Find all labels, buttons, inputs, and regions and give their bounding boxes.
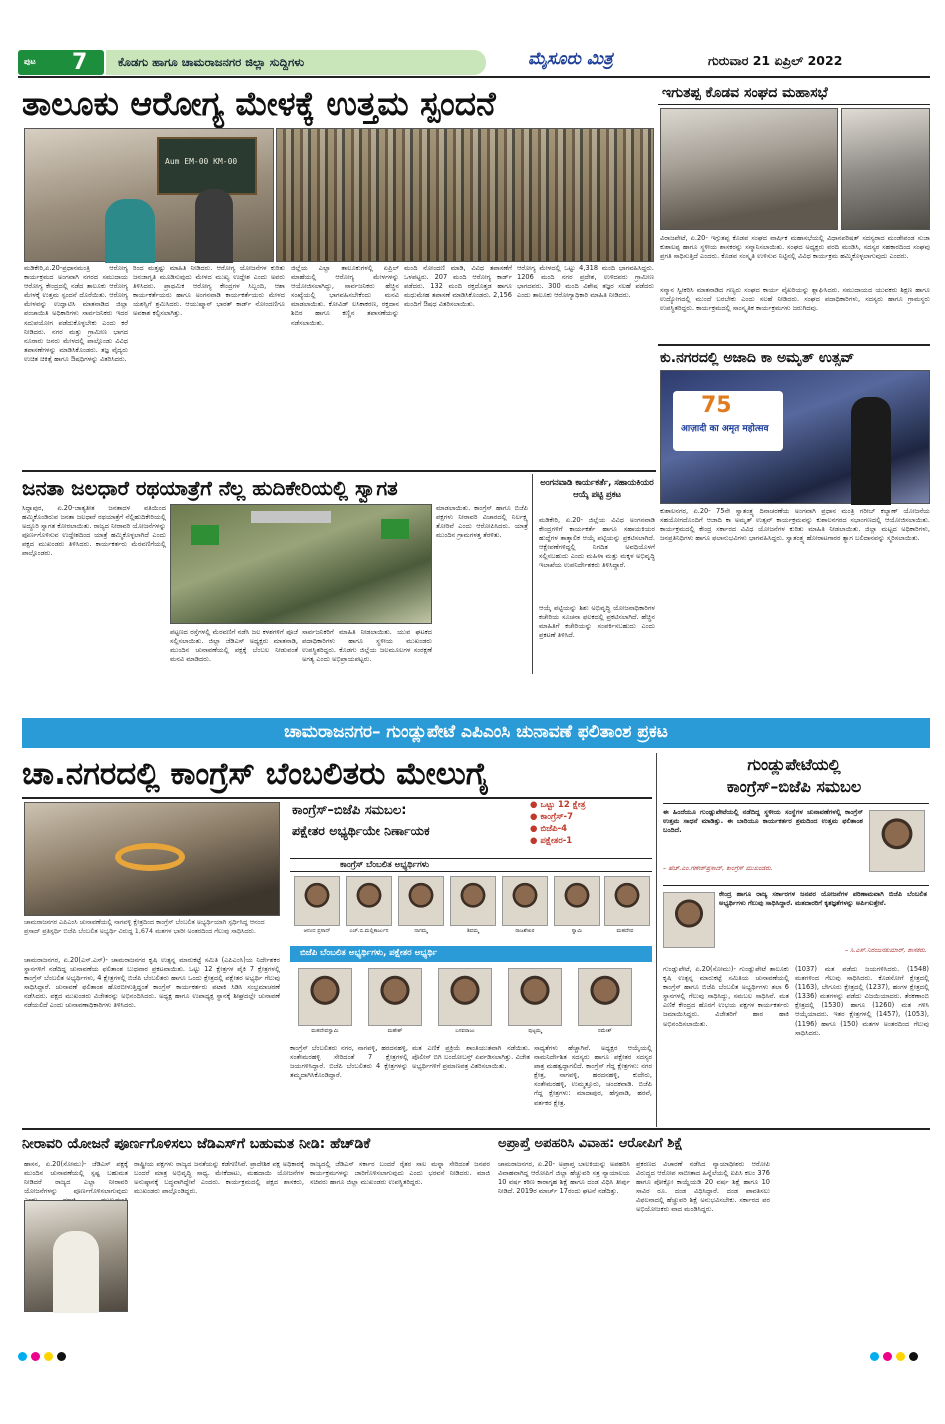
congress-candidate-grid: [290, 874, 652, 944]
congress-candidates-label: [290, 858, 652, 872]
tally-congress: ಕಾಂಗ್ರೆಸ್-7: [540, 812, 573, 822]
hdk-photo: [24, 1200, 128, 1312]
health-col-4: ಮಂದಿ ನೋಂದಣಿ ಮಾಡಿ, ವಿವಿಧ ತಪಾಸಣೆಗೆ ಒಳಪಟ್ಟರು. 207 ಮಂದಿ ಆರೋಗ್ಯ ಕಾರ್ಡ್ ಪಡೆದರು. 132 ಮಂದಿ ರಕ್ತದೊತ್ತಡ ಹಾಗೂ ಮಧುಮೇಹ ತಪಾಸಣೆ ಮಾಡಿಸಿಕೊಂಡರು. 2,156 ಮಂದಿಗೆ ಔಷಧ ವಿತರಿಸಲಾಯಿತು.: [404, 264, 512, 309]
health-headline: ತಾಲೂಕು ಆರೋಗ್ಯ ಮೇಳಕ್ಕೆ ಉತ್ತಮ ಸ್ಪಂದನೆ: [22, 84, 496, 123]
blackboard-text: Aum EM-00 KM-00: [165, 157, 238, 166]
health-col-2: ರಿಂದ ಮತ್ತಷ್ಟು ಮಾಹಿತಿ ನೀಡಿದರು. ಆರೋಗ್ಯ ಯೋಜನೆಗಳ ಕುರಿತು ಜನಜಾಗೃತಿ ಮೂಡಿಸುವುದು ಮೇಳದ ಮುಖ್ಯ ಉದ್ದೇಶ ಎಂದು ಅವರು ತಿಳಿಸಿದರು. ಪ್ರಾಥಮಿಕ ಆರೋಗ್ಯ ಕೇಂದ್ರಗಳ ಸಿಬ್ಬಂದಿ, ಆಶಾ ಕಾರ್ಯಕರ್ತೆಯರು ಹಾಗೂ ಅಂಗನವಾಡಿ ಕಾರ್ಯಕರ್ತೆಯರು ಮೇಳದ ಯಶಸ್ಸಿಗೆ ಶ್ರಮಿಸಿದರು. ಆಯುಷ್ಮಾನ್ ಭಾರತ್ ಕಾರ್ಡ್ ನೋಂದಣಿಗೂ ಅವಕಾಶ ಕಲ್ಪಿಸಲಾಗಿತ್ತು.: [133, 264, 285, 318]
kodava-photo-right: [841, 108, 930, 230]
candidate-name: ರಮೇಶ್: [598, 1028, 612, 1034]
congress-subhead-1: ಕಾಂಗ್ರೆಸ್–ಬಿಜೆಪಿ ಸಮಬಲ:: [292, 803, 407, 818]
blackboard: [157, 137, 257, 195]
gundlupet-col-2: (1037) ಮತ ಪಡೆದು ಜಯಗಳಿಸಿದರು. (1548) ಮತಗಳಿಂದ ಗೆಲುವು ಸಾಧಿಸಿದರು. ಕೊಡಸೋಗೆ ಕ್ಷೇತ್ರದಲ್ಲಿ (1163), ಬೇಗೂರು ಕ್ಷೇತ್ರದಲ್ಲಿ (1237), ಹಂಗಳ ಕ್ಷೇತ್ರದಲ್ಲಿ (1336) ಮತಗಳನ್ನು ಪಡೆದು ವಿಜಯಿಯಾದರು. ತೆರಕಣಾಂಬಿ ಕ್ಷೇತ್ರದಲ್ಲಿ (1530) ಹಾಗೂ (1260) ಮತ ಗಳಿಸಿ ಆಯ್ಕೆಯಾದರು. ಇತರ ಕ್ಷೇತ್ರಗಳಲ್ಲಿ (1457), (1053), (1196) ಹಾಗೂ (150) ಮತಗಳ ಅಂತರದಿಂದ ಗೆಲುವು ಸಾಧಿಸಿದರು.: [795, 965, 929, 1037]
reg-dot-yellow: [896, 1352, 905, 1361]
janata-col-1: ಸಿದ್ದಾಪುರ, ಏ.20-ಜಾತ್ಯತೀತ ಜನತಾದಳ ವತಿಯಿಂದ ಹಮ್ಮಿಕೊಂಡಿರುವ ಜನತಾ ಜಲಧಾರೆ ರಥಯಾತ್ರೆಗೆ ನೆಲ್ಲಿಹುದಿಕೇರಿಯಲ್ಲಿ ಅದ್ಧೂರಿ ಸ್ವಾಗತ ಕೋರಲಾಯಿತು. ರಾಜ್ಯದ ನೀರಾವರಿ ಯೋಜನೆಗಳನ್ನು ಪೂರ್ಣಗೊಳಿಸುವ ಉದ್ದೇಶದಿಂದ ಯಾತ್ರೆ ಹಮ್ಮಿಕೊಳ್ಳಲಾಗಿದೆ ಎಂದು ಪಕ್ಷದ ಮುಖಂಡರು ತಿಳಿಸಿದರು. ಕಾರ್ಯಕರ್ತರು ಮೆರವಣಿಗೆಯಲ್ಲಿ ಪಾಲ್ಗೊಂಡರು.: [22, 504, 166, 558]
candidate-name: ಮಹೇಶ್: [387, 1028, 403, 1034]
azadi-banner: [673, 391, 783, 451]
congress-headline: ಚಾ.ನಗರದಲ್ಲಿ ಕಾಂಗ್ರೆಸ್ ಬೆಂಬಲಿತರು ಮೇಲುಗೈ: [22, 756, 489, 792]
azadi-col-1: ಕುಶಾಲನಗರ, ಏ.20- 75ನೇ ಸ್ವಾತಂತ್ರ್ಯ ದಿನಾಚರಣೆಯ ಅಂಗವಾಗಿ ಪ್ರಧಾನ ಮಂತ್ರಿ ಗರೀಬ್ ಕಲ್ಯಾಣ್ ಯೋಜನೆಯ ಸಹಯೋಗದೊಂದಿಗೆ ಆಜಾದಿ ಕಾ ಅಮೃತ್ ಉತ್ಸವ್ ಕಾರ್ಯಕ್ರಮವನ್ನು ಕುಶಾಲನಗರದ ಸಭಾಂಗಣದಲ್ಲಿ ಆಯೋಜಿಸಲಾಯಿತು. ಕಾರ್ಯಕ್ರಮದಲ್ಲಿ ಕೇಂದ್ರ ಸರ್ಕಾರದ ವಿವಿಧ ಯೋಜನೆಗಳ ಕುರಿತು ಮಾಹಿತಿ ನೀಡಲಾಯಿತು. ಜಿಲ್ಲಾ ಮಟ್ಟದ ಅಧಿಕಾರಿಗಳು, ಜನಪ್ರತಿನಿಧಿಗಳು ಹಾಗೂ ಫಲಾನುಭವಿಗಳು ಭಾಗವಹಿಸಿದ್ದರು. ಸ್ವಾತಂತ್ರ್ಯ ಹೋರಾಟಗಾರರ ತ್ಯಾಗ ಬಲಿದಾನವನ್ನು ಸ್ಮರಿಸಲಾಯಿತು.: [660, 507, 930, 543]
candidate-photo: [578, 968, 632, 1026]
quote-box-1: [663, 803, 929, 881]
congress-head-rule: [22, 797, 652, 799]
anganwadi-headline: ಅಂಗನವಾಡಿ ಕಾರ್ಯಕರ್ತೆ, ಸಹಾಯಕಿಯರ ಆಯ್ಕೆ ಪಟ್ಟಿ ಪ್ರಕಟ: [540, 477, 654, 499]
candidate-photo: [346, 876, 392, 926]
quote-2-text: ಕೇಂದ್ರ ಹಾಗೂ ರಾಜ್ಯ ಸರ್ಕಾರಗಳ ಜನಪರ ಯೋಜನೆಗಳ ಪರಿಣಾಮವಾಗಿ ಬಿಜೆಪಿ ಬೆಂಬಲಿತ ಅಭ್ಯರ್ಥಿಗಳು ಗೆಲುವು ಸಾಧಿಸಿದ್ದಾರೆ. ಮತದಾರರಿಗೆ ಕೃತಜ್ಞತೆಗಳನ್ನು ಅರ್ಪಿಸುತ್ತೇನೆ.: [719, 890, 927, 908]
bjp-candidate-grid: [290, 964, 652, 1042]
kodava-bottom-rule: [658, 344, 930, 346]
janata-col-2: ಪಟ್ಟಣದ ರಸ್ತೆಗಳಲ್ಲಿ ಮೆರವಣಿಗೆ ನಡೆಸಿ ಜಲ ಕಳಶಗಳಿಗೆ ಪೂಜೆ ಸಲ್ಲಿಸಲಾಯಿತು. ಜಿಲ್ಲಾ ಜೆಡಿಎಸ್ ಅಧ್ಯಕ್ಷರು ಮಾತನಾಡಿ, ಮುಂದಿನ ಚುನಾವಣೆಯಲ್ಲಿ ಪಕ್ಷಕ್ಕೆ ಬೆಂಬಲ ನೀಡುವಂತೆ ಮನವಿ ಮಾಡಿದರು.: [170, 628, 298, 664]
quote-1-portrait: [869, 810, 925, 872]
tally-independent: ಪಕ್ಷೇತರ-1: [540, 836, 573, 846]
issue-date: ಗುರುವಾರ 21 ಏಪ್ರಿಲ್ 2022: [708, 53, 843, 68]
kodava-col-1: ವಿರಾಜಪೇಟೆ, ಏ.20- ಇಗ್ಗುತಪ್ಪ ಕೊಡವ ಸಂಘದ ವಾರ್ಷಿಕ ಮಹಾಸಭೆಯಲ್ಲಿ ವಿಧಾನಪರಿಷತ್ ಸದಸ್ಯರಾದ ಮಂಡೇಪಂಡ ಸುಜಾ ಕುಶಾಲಪ್ಪ ಹಾಗೂ ಸ್ಥಳೀಯ ಶಾಸಕರನ್ನು ಸನ್ಮಾನಿಸಲಾಯಿತು. ಸಂಘದ ಅಧ್ಯಕ್ಷರು ವರದಿ ಮಂಡಿಸಿ, ಸದಸ್ಯರ ಸಹಕಾರದಿಂದ ಸಂಘವು ಪ್ರಗತಿ ಸಾಧಿಸುತ್ತಿದೆ ಎಂದರು. ಕೊಡವ ಸಂಸ್ಕೃತಿ ಉಳಿಸುವ ನಿಟ್ಟಿನಲ್ಲಿ ವಿವಿಧ ಕಾರ್ಯಕ್ರಮ ಹಮ್ಮಿಕೊಳ್ಳಲಾಗುವುದು ಎಂದರು.: [660, 234, 930, 261]
candidate-photo: [298, 968, 352, 1026]
candidate-photo: [554, 876, 600, 926]
candidate-photo: [398, 876, 444, 926]
candidate-name: ಮಹದೇವಸ್ವಾಮಿ: [311, 1028, 339, 1034]
kidnap-col-2: ಪ್ರಕರಣದ ವಿಚಾರಣೆ ನಡೆಸಿದ ನ್ಯಾಯಾಧೀಶರು ಆರೋಪಿ ವಿರುದ್ಧದ ಆರೋಪ ಸಾಬೀತಾದ ಹಿನ್ನೆಲೆಯಲ್ಲಿ ಐಪಿಸಿ ಕಲಂ 376 ಹಾಗೂ ಪೋಕ್ಸೋ ಕಾಯ್ದೆಯಡಿ 20 ವರ್ಷ ಶಿಕ್ಷೆ ಹಾಗೂ 10 ಸಾವಿರ ರೂ. ದಂಡ ವಿಧಿಸಿದ್ದಾರೆ. ದಂಡ ಪಾವತಿಸಲು ವಿಫಲನಾದಲ್ಲಿ ಹೆಚ್ಚುವರಿ ಶಿಕ್ಷೆ ಅನುಭವಿಸಬೇಕು. ಸರ್ಕಾರದ ಪರ ಅಭಿಯೋಜಕರು ವಾದ ಮಂಡಿಸಿದ್ದರು.: [636, 1160, 770, 1214]
kodava-headline: ಇಗುತಪ್ಪ ಕೊಡವ ಸಂಘದ ಮಹಾಸಭೆ: [662, 85, 828, 101]
janata-col-4: ಮಾಡಲಾಯಿತು. ಕಾಂಗ್ರೆಸ್ ಹಾಗೂ ಬಿಜೆಪಿ ಪಕ್ಷಗಳು ನೀರಾವರಿ ವಿಚಾರದಲ್ಲಿ ನಿರ್ಲಕ್ಷ್ಯ ತೋರಿವೆ ಎಂದು ಆರೋಪಿಸಿದರು. ಯಾತ್ರೆ ಮುಂದಿನ ಗ್ರಾಮಗಳತ್ತ ತೆರಳಿತು.: [436, 504, 528, 540]
candidate-name: ನಾಗಮ್ಮ: [414, 928, 428, 934]
apmc-banner: [22, 718, 930, 748]
reg-dot-magenta: [883, 1352, 892, 1361]
congress-candidates-label-text: ಕಾಂಗ್ರೆಸ್ ಬೆಂಬಲಿತ ಅಭ್ಯರ್ಥಿಗಳು: [340, 860, 430, 870]
candidate-name: ಮಹದೇವ: [616, 928, 634, 934]
bjp-candidates-label: [290, 946, 652, 962]
health-col-3: ಜಿಲ್ಲೆಯ ಎಲ್ಲಾ ತಾಲೂಕುಗಳಲ್ಲಿ ಏಪ್ರಿಲ್ ಮಾಹೆಯಲ್ಲಿ ಆರೋಗ್ಯ ಮೇಳಗಳನ್ನು ಆಯೋಜಿಸಲಾಗಿದ್ದು, ಸಾರ್ವಜನಿಕರು ಹೆಚ್ಚಿನ ಸಂಖ್ಯೆಯಲ್ಲಿ ಭಾಗವಹಿಸಬೇಕೆಂದು ಮನವಿ ಮಾಡಲಾಯಿತು. ಕೋವಿಡ್ ಲಸಿಕಾಕರಣ, ರಕ್ತದಾನ ಶಿಬಿರ ಹಾಗೂ ಕಣ್ಣಿನ ತಪಾಸಣೆಯನ್ನು ನಡೆಸಲಾಯಿತು.: [291, 264, 399, 327]
tally-bjp: ಬಿಜೆಪಿ-4: [540, 824, 568, 834]
janata-photo: [170, 504, 432, 624]
reg-dot-black: [909, 1352, 918, 1361]
tally-total: ಒಟ್ಟು 12 ಕ್ಷೇತ್ರ: [540, 800, 586, 810]
tally-item: ● ಕಾಂಗ್ರೆಸ್-7: [530, 812, 573, 822]
garland: [115, 843, 185, 871]
tally-item: ● ಪಕ್ಷೇತರ-1: [530, 836, 573, 846]
health-photo-classroom: [24, 128, 274, 262]
gundlupet-col-1: ಗುಂಡ್ಲುಪೇಟೆ, ಏ.20(ಸೋಮು)- ಗುಂಡ್ಲುಪೇಟೆ ತಾಲೂಕು ಕೃಷಿ ಉತ್ಪನ್ನ ಮಾರುಕಟ್ಟೆ ಸಮಿತಿಯ ಚುನಾವಣೆಯಲ್ಲಿ ಕಾಂಗ್ರೆಸ್ ಹಾಗೂ ಬಿಜೆಪಿ ಬೆಂಬಲಿತ ಅಭ್ಯರ್ಥಿಗಳು ತಲಾ 6 ಸ್ಥಾನಗಳಲ್ಲಿ ಗೆಲುವು ಸಾಧಿಸಿದ್ದು, ಸಮಬಲ ಸಾಧಿಸಿವೆ. ಮತ ಎಣಿಕೆ ಕೇಂದ್ರದ ಹೊರಗೆ ಉಭಯ ಪಕ್ಷಗಳ ಕಾರ್ಯಕರ್ತರು ಜಮಾಯಿಸಿದ್ದರು. ವಿಜೇತರಿಗೆ ಹಾರ ಹಾಕಿ ಅಭಿನಂದಿಸಲಾಯಿತು.: [663, 965, 789, 1028]
azadi-speaker: [851, 397, 891, 505]
hdk-figure: [53, 1231, 99, 1313]
kodava-col-2: ಸನ್ಮಾನ ಸ್ವೀಕರಿಸಿ ಮಾತನಾಡಿದ ಗಣ್ಯರು ಸಂಘದ ಕಾರ್ಯ ವೈಖರಿಯನ್ನು ಶ್ಲಾಘಿಸಿದರು. ಸಮುದಾಯದ ಯುವಕರು ಶಿಕ್ಷಣ ಹಾಗೂ ಉದ್ಯೋಗದಲ್ಲಿ ಮುಂದೆ ಬರಬೇಕು ಎಂದು ಸಲಹೆ ನೀಡಿದರು. ಸಂಘದ ಪದಾಧಿಕಾರಿಗಳು, ಸದಸ್ಯರು ಹಾಗೂ ಗ್ರಾಮಸ್ಥರು ಉಪಸ್ಥಿತರಿದ್ದರು. ಕಾರ್ಯಕ್ರಮದಲ್ಲಿ ಸಾಂಸ್ಕೃತಿಕ ಕಾರ್ಯಕ್ರಮಗಳು ಜರುಗಿದವು.: [660, 286, 930, 313]
janata-col-3: ಸಾರ್ವಜನಿಕರಿಗೆ ಮಾಹಿತಿ ನೀಡಲಾಯಿತು. ಯುವ ಘಟಕದ ಪದಾಧಿಕಾರಿಗಳು ಹಾಗೂ ಸ್ಥಳೀಯ ಮುಖಂಡರು ಉಪಸ್ಥಿತರಿದ್ದರು. ಕೊಡಗು ಜಿಲ್ಲೆಯ ಜಲಮೂಲಗಳ ಸಂರಕ್ಷಣೆ ಅಗತ್ಯ ಎಂದು ಅಭಿಪ್ರಾಯಪಟ್ಟರು.: [302, 628, 432, 664]
janata-flag-1: [191, 525, 219, 545]
candidate-name: ಶಿವಮ್ಮ: [467, 928, 479, 934]
page-number: 7: [72, 50, 88, 75]
candidate-photo: [438, 968, 492, 1026]
page-label: ಪುಟ: [24, 57, 36, 66]
irrigation-col-1: ಹಾಸನ, ಏ.20(ಸೋಮು)- ಜೆಡಿಎಸ್ ಪಕ್ಷಕ್ಕೆ ಮುಂದಿನ ಚುನಾವಣೆಯಲ್ಲಿ ಸ್ಪಷ್ಟ ಬಹುಮತ ನೀಡಿದರೆ ರಾಜ್ಯದ ಎಲ್ಲಾ ನೀರಾವರಿ ಯೋಜನೆಗಳನ್ನು ಪೂರ್ಣಗೊಳಿಸಲಾಗುವುದು: [24, 1160, 128, 1196]
janata-sign: [251, 511, 331, 523]
irrigation-col-3: ರಾಜ್ಯದಲ್ಲಿ ಜೆಡಿಎಸ್ ಸರ್ಕಾರ ಬಂದರೆ ರೈತರ ಸಾಲ ಮನ್ನಾ ಸೇರಿದಂತೆ ಜನಪರ ಕಾರ್ಯಕ್ರಮಗಳನ್ನು ಜಾರಿಗೊಳಿಸಲಾಗುವುದು ಎಂದು ಭರವಸೆ ನೀಡಿದರು. ಮಾಜಿ ಸಚಿವರು ಹಾಗೂ ಜಿಲ್ಲಾ ಮುಖಂಡರು ಉಪಸ್ಥಿತರಿದ್ದರು.: [310, 1160, 490, 1187]
mid-bottom-rule: [22, 1128, 930, 1130]
health-col-5: ಆರೋಗ್ಯ ಮೇಳದಲ್ಲಿ ಒಟ್ಟು 4,318 ಮಂದಿ ಭಾಗವಹಿಸಿದ್ದರು. 1206 ಮಂದಿ ನಗರ ಪ್ರದೇಶ, ಉಳಿದವರು ಗ್ರಾಮೀಣ ಭಾಗದವರು. 300 ಮಂದಿ ವಿಶೇಷ ತಜ್ಞರ ಸಲಹೆ ಪಡೆದರು ಎಂದು ತಾಲೂಕು ಆರೋಗ್ಯಾಧಿಕಾರಿ ಮಾಹಿತಿ ನೀಡಿದರು.: [517, 264, 654, 300]
health-photo-crowd: [276, 128, 654, 262]
person-seated: [105, 199, 155, 263]
tally-item: ● ಬಿಜೆಪಿ-4: [530, 824, 568, 834]
bjp-candidates-label-text: ಬಿಜೆಪಿ ಬೆಂಬಲಿತ ಅಭ್ಯರ್ಥಿಗಳು, ಪಕ್ಷೇತರ ಅಭ್ಯರ್ಥಿ: [300, 948, 438, 958]
candidate-photo: [604, 876, 650, 926]
congress-col-4: ಸಾಧ್ಯತೆಗಳು ಹೆಚ್ಚಾಗಿವೆ. ಅಧ್ಯಕ್ಷರ ಆಯ್ಕೆಯಲ್ಲಿ ನಾಮನಿರ್ದೇಶಿತ ಸದಸ್ಯರು ಹಾಗೂ ಪಕ್ಷೇತರ ಸದಸ್ಯರ ಪಾತ್ರ ಮಹತ್ವದ್ದಾಗಲಿದೆ. ಕಾಂಗ್ರೆಸ್ ಗೆದ್ದ ಕ್ಷೇತ್ರಗಳು: ನಗರ ಕ್ಷೇತ್ರ, ನಾಗವಳ್ಳಿ, ಹರದನಹಳ್ಳಿ, ಕುದೇರು, ಸಂತೇಮರಹಳ್ಳಿ, ಉಮ್ಮತ್ತೂರು, ಚಂದಕವಾಡಿ. ಬಿಜೆಪಿ ಗೆದ್ದ ಕ್ಷೇತ್ರಗಳು: ಮಾದಾಪುರ, ಹೆಗ್ಗವಾಡಿ, ಹರವೆ, ವರ್ತಕರ ಕ್ಷೇತ್ರ.: [534, 1044, 652, 1107]
masthead-rule: [18, 76, 930, 78]
candidate-name: ಆನಂದ ಪ್ರಸಾದ್: [303, 928, 331, 934]
congress-subhead-2: ಪಕ್ಷೇತರ ಅಭ್ಯರ್ಥಿಯೇ ನಿರ್ಣಾಯಕ: [292, 823, 430, 838]
reg-dot-magenta: [31, 1352, 40, 1361]
candidate-name: ಬಸವರಾಜು: [455, 1028, 475, 1034]
newspaper-name: ಮೈಸೂರು ಮಿತ್ರ: [528, 49, 613, 69]
candidate-name: ಸ್ವಾಮಿ: [571, 928, 583, 934]
azadi-photo: [660, 370, 930, 504]
irrigation-col-2: ರಾಷ್ಟ್ರೀಯ ಪಕ್ಷಗಳು ರಾಜ್ಯದ ಜನತೆಯನ್ನು ಕಡೆಗಣಿಸಿವೆ. ಪ್ರಾದೇಶಿಕ ಪಕ್ಷ ಅಧಿಕಾರಕ್ಕೆ ಬಂದರೆ ಮಾತ್ರ ಅಭಿವೃದ್ಧಿ ಸಾಧ್ಯ. ಮೇಕೆದಾಟು, ಮಹದಾಯಿ ಯೋಜನೆಗಳ ಅನುಷ್ಠಾನಕ್ಕೆ ಬದ್ಧವಾಗಿದ್ದೇವೆ ಎಂದರು. ಕಾರ್ಯಕ್ರಮದಲ್ಲಿ ಪಕ್ಷದ ಶಾಸಕರು, ಮುಖಂಡರು ಪಾಲ್ಗೊಂಡಿದ್ದರು.: [134, 1160, 304, 1196]
anganwadi-col-2: ಆಯ್ಕೆ ಪಟ್ಟಿಯನ್ನು ಶಿಶು ಅಭಿವೃದ್ಧಿ ಯೋಜನಾಧಿಕಾರಿಗಳ ಕಚೇರಿಯ ಸೂಚನಾ ಫಲಕದಲ್ಲಿ ಪ್ರಕಟಿಸಲಾಗಿದೆ. ಹೆಚ್ಚಿನ ಮಾಹಿತಿಗೆ ಕಚೇರಿಯನ್ನು ಸಂಪರ್ಕಿಸಬಹುದು ಎಂದು ಪ್ರಕಟಣೆ ತಿಳಿಸಿದೆ.: [539, 604, 655, 640]
congress-col-3: ಮತ ಎಣಿಕೆ ಪ್ರಕ್ರಿಯೆ ಶಾಂತಿಯುತವಾಗಿ ನಡೆಯಿತು. ಪೊಲೀಸ್ ಬಿಗಿ ಬಂದೋಬಸ್ತ್ ಏರ್ಪಡಿಸಲಾಗಿತ್ತು. ವಿಜೇತ ಅಭ್ಯರ್ಥಿಗಳಿಗೆ ಪ್ರಮಾಣಪತ್ರ ವಿತರಿಸಲಾಯಿತು.: [412, 1044, 530, 1071]
registration-marks-left: [18, 1352, 78, 1362]
reg-dot-cyan: [870, 1352, 879, 1361]
candidate-name: ಎಚ್.ಬಿ.ಮಲ್ಲಿಕಾರ್ಜುನ: [349, 928, 389, 934]
candidate-photo: [502, 876, 548, 926]
quote-2-portrait: [663, 892, 715, 948]
azadi-headline: ಕು.ನಗರದಲ್ಲಿ ಅಜಾದಿ ಕಾ ಅಮೃತ್ ಉತ್ಸವ್: [660, 350, 855, 366]
gundlupet-headline-1: ಗುಂಡ್ಲುಪೇಟೆಯಲ್ಲಿ: [747, 755, 841, 774]
gundlupet-box: [656, 753, 930, 1127]
anganwadi-box: [532, 474, 654, 674]
health-col-1: ಮಡಿಕೇರಿ,ಏ.20-ಪ್ರಧಾನಮಂತ್ರಿ ಆರೋಗ್ಯ ಕಾರ್ಯಕ್ರಮದ ಅಂಗವಾಗಿ ನಗರದ ಸಮುದಾಯ ಆರೋಗ್ಯ ಕೇಂದ್ರದಲ್ಲಿ ನಡೆದ ತಾಲೂಕು ಆರೋಗ್ಯ ಮೇಳಕ್ಕೆ ಉತ್ತಮ ಸ್ಪಂದನೆ ದೊರೆಯಿತು. ಆರೋಗ್ಯ ಮೇಳವನ್ನು ಉದ್ಘಾಟಿಸಿ ಮಾತನಾಡಿದ ಜಿಲ್ಲಾ ಪಂಚಾಯಿತಿ ಅಧಿಕಾರಿಗಳು ಸಾರ್ವಜನಿಕರು ಇದರ ಸದುಪಯೋಗ ಪಡೆದುಕೊಳ್ಳಬೇಕು ಎಂದು ಕರೆ ನೀಡಿದರು. ನಗರ ಮತ್ತು ಗ್ರಾಮೀಣ ಭಾಗದ ನೂರಾರು ಜನರು ಮೇಳದಲ್ಲಿ ಪಾಲ್ಗೊಂಡು ವಿವಿಧ ತಪಾಸಣೆಗಳನ್ನು ಮಾಡಿಸಿಕೊಂಡರು. ತಜ್ಞ ವೈದ್ಯರು ಉಚಿತ ಚಿಕಿತ್ಸೆ ಹಾಗೂ ಔಷಧಿಗಳನ್ನು ವಿತರಿಸಿದರು.: [24, 264, 128, 363]
candidate-photo: [450, 876, 496, 926]
gundlupet-headline-2: ಕಾಂಗ್ರೆಸ್–ಬಿಜೆಪಿ ಸಮಬಲ: [726, 777, 862, 796]
section-title: [106, 50, 486, 75]
kodava-headline-box: [658, 83, 930, 105]
page-number-box: [18, 50, 104, 75]
apmc-banner-text: ಚಾಮರಾಜನಗರ– ಗುಂಡ್ಲುಪೇಟೆ ಎಪಿಎಂಸಿ ಚುನಾವಣೆ ಫಲಿತಾಂಶ ಪ್ರಕಟ: [284, 722, 668, 742]
azadi-banner-text: आज़ादी का अमृत महोत्सव: [681, 424, 769, 434]
congress-photo-caption: ಚಾಮರಾಜನಗರ ಎಪಿಎಂಸಿ ಚುನಾವಣೆಯಲ್ಲಿ ನಾಗವಳ್ಳಿ ಕ್ಷೇತ್ರದಿಂದ ಕಾಂಗ್ರೆಸ್ ಬೆಂಬಲಿತ ಅಭ್ಯರ್ಥಿಯಾಗಿ ಸ್ಪರ್ಧಿಸಿದ್ದ ಆನಂದ ಪ್ರಸಾದ್ ಪ್ರತಿಸ್ಪರ್ಧಿ ಬಿಜೆಪಿ ಬೆಂಬಲಿತ ಅಭ್ಯರ್ಥಿ ವಿರುದ್ಧ 1,674 ಮತಗಳ ಭಾರೀ ಅಂತರದಿಂದ ಗೆಲುವು ಸಾಧಿಸಿದರು.: [24, 918, 265, 935]
congress-col-2: ಕಾಂಗ್ರೆಸ್ ಬೆಂಬಲಿತರು ನಗರ, ನಾಗವಳ್ಳಿ, ಹರದನಹಳ್ಳಿ, ಸಂತೇಮರಹಳ್ಳಿ ಸೇರಿದಂತೆ 7 ಕ್ಷೇತ್ರಗಳಲ್ಲಿ ಜಯಗಳಿಸಿದ್ದಾರೆ. ಬಿಜೆಪಿ ಬೆಂಬಲಿತರು 4 ಕ್ಷೇತ್ರಗಳನ್ನು ತಮ್ಮದಾಗಿಸಿಕೊಂಡಿದ್ದಾರೆ.: [290, 1044, 408, 1080]
congress-victory-photo: [24, 802, 280, 916]
candidate-name: ರಾಜಶೇಖರ: [515, 928, 535, 934]
congress-tally: [530, 800, 650, 850]
candidate-photo: [368, 968, 422, 1026]
reg-dot-cyan: [18, 1352, 27, 1361]
kodava-photo-left: [660, 108, 838, 230]
quote-1-author: – ಹೆಚ್.ಎಂ.ಗಣೇಶ್‌ಪ್ರಸಾದ್, ಕಾಂಗ್ರೆಸ್ ಮುಖಂಡರು.: [663, 864, 773, 872]
kidnap-col-1: ಚಾಮರಾಜನಗರ, ಏ.20- ಅಪ್ರಾಪ್ತ ಬಾಲಕಿಯನ್ನು ಅಪಹರಿಸಿ ವಿವಾಹವಾಗಿದ್ದ ಆರೋಪಿಗೆ ಜಿಲ್ಲಾ ಹೆಚ್ಚುವರಿ ಸತ್ರ ನ್ಯಾಯಾಲಯ 10 ವರ್ಷ ಕಠಿಣ ಕಾರಾಗೃಹ ಶಿಕ್ಷೆ ಹಾಗೂ ದಂಡ ವಿಧಿಸಿ ತೀರ್ಪು ನೀಡಿದೆ. 2019ರ ಮಾರ್ಚ್ 17ರಂದು ಘಟನೆ ನಡೆದಿತ್ತು.: [498, 1160, 630, 1196]
section-title-text: ಕೊಡಗು ಹಾಗೂ ಚಾಮರಾಜನಗರ ಜಿಲ್ಲಾ ಸುದ್ದಿಗಳು: [118, 55, 305, 69]
kidnap-headline: ಅಪ್ರಾಪ್ತೆ ಅಪಹರಿಸಿ ವಿವಾಹ: ಆರೋಪಿಗೆ ಶಿಕ್ಷೆ: [498, 1136, 683, 1151]
registration-marks-right: [870, 1352, 930, 1362]
azadi-banner-number: 75: [701, 393, 732, 418]
health-bottom-rule: [22, 470, 656, 472]
reg-dot-yellow: [44, 1352, 53, 1361]
quote-box-2: [663, 885, 929, 959]
tally-item: ● ಒಟ್ಟು 12 ಕ್ಷೇತ್ರ: [530, 800, 586, 810]
candidate-name: ಪುಟ್ಟಮ್ಮ: [528, 1028, 542, 1034]
quote-2-author: – ಸಿ.ಎಸ್.ನಿರಂಜನಕುಮಾರ್, ಶಾಸಕರು.: [844, 946, 927, 954]
masthead: [18, 47, 930, 77]
reg-dot-black: [57, 1352, 66, 1361]
candidate-photo: [508, 968, 562, 1026]
congress-col-1: ಚಾಮರಾಜನಗರ, ಏ.20(ಎಸ್.ಎಸ್)- ಚಾಮರಾಜನಗರ ಕೃಷಿ ಉತ್ಪನ್ನ ಮಾರುಕಟ್ಟೆ ಸಮಿತಿ (ಎಪಿಎಂಸಿ)ಯ ನಿರ್ದೇಶಕರ ಸ್ಥಾನಗಳಿಗೆ ನಡೆದಿದ್ದ ಚುನಾವಣೆಯ ಫಲಿತಾಂಶ ಬುಧವಾರ ಪ್ರಕಟವಾಯಿತು. ಒಟ್ಟು 12 ಕ್ಷೇತ್ರಗಳ ಪೈಕಿ 7 ಕ್ಷೇತ್ರಗಳಲ್ಲಿ ಕಾಂಗ್ರೆಸ್ ಬೆಂಬಲಿತ ಅಭ್ಯರ್ಥಿಗಳು, 4 ಕ್ಷೇತ್ರಗಳಲ್ಲಿ ಬಿಜೆಪಿ ಬೆಂಬಲಿತರು ಹಾಗೂ ಒಂದು ಕ್ಷೇತ್ರದಲ್ಲಿ ಪಕ್ಷೇತರ ಅಭ್ಯರ್ಥಿ ಗೆಲುವು ಸಾಧಿಸಿದ್ದಾರೆ. ಚುನಾವಣೆ ಫಲಿತಾಂಶ ಹೊರಬೀಳುತ್ತಿದ್ದಂತೆ ಕಾಂಗ್ರೆಸ್ ಕಾರ್ಯಕರ್ತರು ಪಟಾಕಿ ಸಿಡಿಸಿ ಸಂಭ್ರಮಾಚರಣೆ ನಡೆಸಿದರು. ಪಕ್ಷದ ಮುಖಂಡರು ವಿಜೇತರನ್ನು ಅಭಿನಂದಿಸಿದರು. ಅಧ್ಯಕ್ಷ ಹಾಗೂ ಉಪಾಧ್ಯಕ್ಷ ಸ್ಥಾನಕ್ಕೆ ಶೀಘ್ರದಲ್ಲೇ ಚುನಾವಣೆ ನಡೆಯಲಿದೆ ಎಂದು ಚುನಾವಣಾಧಿಕಾರಿಗಳು ತಿಳಿಸಿದರು.: [24, 956, 280, 1010]
janata-headline: ಜನತಾ ಜಲಧಾರೆ ರಥಯಾತ್ರೆಗೆ ನೆಲ್ಲ ಹುದಿಕೇರಿಯಲ್ಲಿ ಸ್ವಾಗತ: [22, 476, 398, 500]
anganwadi-col-1: ಮಡಿಕೇರಿ, ಏ.20- ಜಿಲ್ಲೆಯ ವಿವಿಧ ಅಂಗನವಾಡಿ ಕೇಂದ್ರಗಳಿಗೆ ಕಾರ್ಯಕರ್ತೆ ಹಾಗೂ ಸಹಾಯಕಿಯರ ಹುದ್ದೆಗಳ ತಾತ್ಕಾಲಿಕ ಆಯ್ಕೆ ಪಟ್ಟಿಯನ್ನು ಪ್ರಕಟಿಸಲಾಗಿದೆ. ಆಕ್ಷೇಪಣೆಗಳಿದ್ದಲ್ಲಿ ನಿಗದಿತ ಅವಧಿಯೊಳಗೆ ಸಲ್ಲಿಸಬಹುದು ಎಂದು ಮಹಿಳಾ ಮತ್ತು ಮಕ್ಕಳ ಅಭಿವೃದ್ಧಿ ಇಲಾಖೆಯ ಉಪನಿರ್ದೇಶಕರು ತಿಳಿಸಿದ್ದಾರೆ.: [539, 516, 655, 570]
irrigation-headline: ನೀರಾವರಿ ಯೋಜನೆ ಪೂರ್ಣಗೊಳಿಸಲು ಜೆಡಿಎಸ್‌ಗೆ ಬಹುಮತ ನೀಡಿ: ಹೆಚ್‌ಡಿಕೆ: [22, 1136, 371, 1152]
candidate-photo: [294, 876, 340, 926]
janata-flag-2: [381, 519, 409, 539]
quote-1-text: ಈ ಹಿಂದೆಯೂ ಗುಂಡ್ಲುಪೇಟೆಯಲ್ಲಿ ನಡೆದಿದ್ದ ಸ್ಥಳೀಯ ಸಂಸ್ಥೆಗಳ ಚುನಾವಣೆಗಳಲ್ಲಿ ಕಾಂಗ್ರೆಸ್ ಉತ್ತಮ ಸಾಧನೆ ಮಾಡಿತ್ತು. ಈ ಬಾರಿಯೂ ಕಾರ್ಯಕರ್ತರ ಶ್ರಮದಿಂದ ಉತ್ತಮ ಫಲಿತಾಂಶ ಬಂದಿದೆ.: [663, 808, 863, 835]
person-standing: [195, 189, 233, 263]
